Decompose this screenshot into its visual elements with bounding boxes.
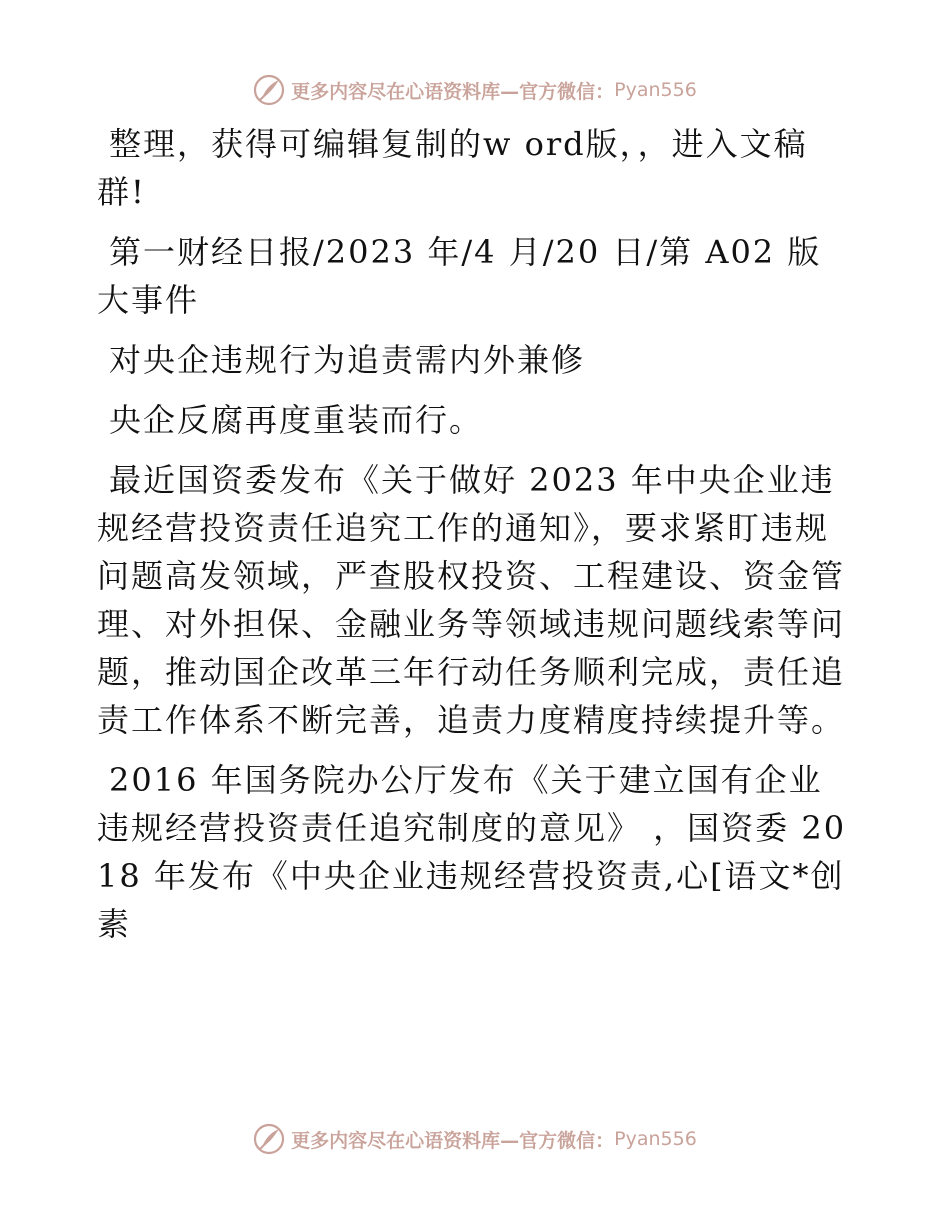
watermark-text: 更多内容尽在心语资料库—官方微信： — [291, 80, 615, 103]
paragraph-source: 第一财经日报/2023 年/4 月/20 日/第 A02 版大事件 — [97, 233, 822, 319]
watermark-text: 更多内容尽在心语资料库—官方微信： — [291, 1129, 615, 1152]
watermark-wechat-id: Pyan556 — [614, 1128, 697, 1150]
paragraph-intro: 整理，获得可编辑复制的w ord版，，进入文稿群! — [97, 125, 808, 211]
header-watermark — [0, 70, 950, 110]
watermark-wechat-id: Pyan556 — [614, 79, 697, 101]
paragraph-body-1: 最近国资委发布《关于做好 2023 年中央企业违规经营投资责任追究工作的通知》，要求紧盯违规问题高发领域，严查股权投资、工程建设、资金管理、对外担保、金融业务等领域违规问题线索等问题，推动国企改革三年行动任务顺利完成，责任追责工作体系不断完善，追责力度精度持续提升等。 — [97, 461, 846, 739]
paragraph-body-2: 2016 年国务院办公厅发布《关于建立国有企业违规经营投资责任追究制度的意见》 ，国资委 2018 年发布《中央企业违规经营投资责,心[语文*创素 — [97, 761, 847, 943]
quill-logo-icon — [253, 74, 285, 106]
paragraph-headline: 对央企违规行为追责需内外兼修 — [109, 341, 586, 379]
paragraph-subheadline: 央企反腐再度重装而行。 — [109, 401, 484, 439]
document-body — [97, 120, 852, 960]
footer-watermark — [0, 1119, 950, 1159]
quill-logo-icon — [253, 1123, 285, 1155]
